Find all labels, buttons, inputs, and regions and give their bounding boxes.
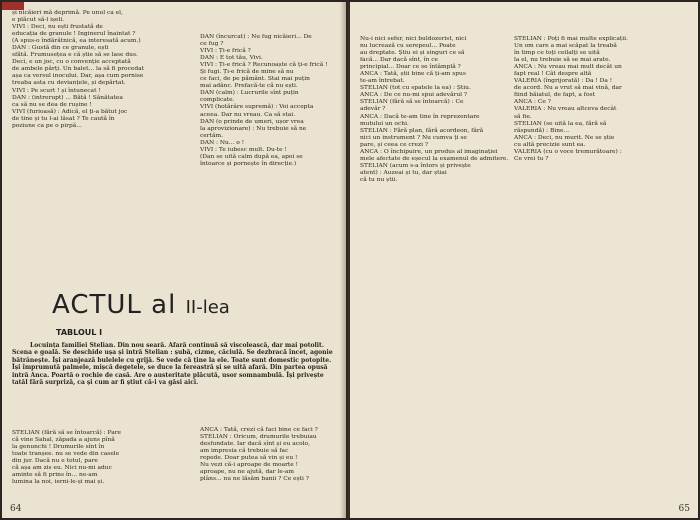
text-line: mutului un ochi. (360, 120, 409, 127)
text-line: în timp ce toți ceilalți se uită (514, 50, 600, 57)
text-line: sfătă. Frumusețea e că știe să se lase dus. (12, 52, 138, 59)
text-line: STELIAN : Fără plan, fără acordeon, fără (360, 127, 484, 134)
text-line: ANCA : Deci, nu murit. Ne se știe (514, 134, 615, 141)
act-heading (52, 290, 230, 320)
text-line: VALERIA : Nu vreau altceva decât (514, 106, 617, 113)
text-line: mai adânc. Prefacă-te că nu ești. (200, 83, 298, 90)
text-line: ca să nu se dea de rușine ! (12, 101, 92, 108)
text-line: nu lucrează cu serepeul... Poate (360, 43, 456, 50)
right-column-2 (514, 36, 692, 163)
right-column-1 (360, 36, 512, 184)
text-line: lumina la noi, ierni-le-și mai și. (12, 479, 105, 486)
text-line: au dreptate. Știu ei și singuri ce să (360, 50, 465, 57)
text-line: ANCA : Nu vreau mai mult decât un (514, 64, 622, 71)
text-line: la aprovizionare) : Nu trebuie să ne (200, 125, 307, 132)
text-line: DAN (calm) : Lucrurile sînt puțin (200, 90, 299, 97)
text-line: STELIAN (fără să se întoarcă) : Ce (360, 99, 464, 106)
text-line: VIVI (furioasă) : Adică, el ți-a bătut joc (12, 108, 128, 115)
text-line: adevăr ? (360, 106, 386, 113)
text-line: te-am întrebat. (360, 78, 405, 85)
text-line: toate tranșee. nu se vede din casele (12, 451, 120, 458)
text-line: VALERIA (îngrijorată) : Da ! Da ! (514, 78, 613, 85)
text-line: plâns... nu ne lăsăm banii ? Ce ești ? (200, 476, 309, 483)
text-line: răspundă) : Bine... (514, 127, 570, 134)
text-line: așa ca versul inocului. Dar, așa cum pornise (12, 73, 144, 80)
text-line: STELIAN : Oricum, drumurile trebuiau (200, 434, 317, 441)
text-line: nici un instrument ? Nu cumva ți se (360, 134, 467, 141)
text-line: ANCA : Ce ? (514, 99, 551, 106)
text-line: Nu vezi că-i aproape de moarte ! (200, 462, 299, 469)
text-line: certăm. (200, 132, 223, 139)
text-line: VIVI : Ți-e frică ? Recunoaște că ți-e frică ! (200, 62, 328, 69)
text-line: pare, și ceea ce crezi ? (360, 141, 429, 148)
text-line: mele afectate de eșecul la examenul de admitere. (360, 155, 509, 162)
left-page (2, 2, 346, 518)
right-page (350, 2, 698, 518)
text-line: ANCA : Tată, știi bine că ți-am spus (360, 71, 466, 78)
act-ordinal: II-lea (185, 297, 230, 318)
text-line: Și fugi. Ți-e frică de mine să nu (200, 69, 294, 76)
text-line: DAN : Nu... o ! (200, 139, 245, 146)
text-line: VIVI : Deci, nu ești frustată de (12, 24, 103, 31)
text-line: (A spus-o îndărătnică, ea interesată acum.) (12, 38, 141, 45)
text-line: DAN : Gustă din ce granule, ești (12, 45, 109, 52)
act-title: ACTUL al (52, 290, 177, 320)
text-line: din jur. Dacă nu e totul, pare (12, 458, 98, 465)
text-line: repede. Doar putea să vin și eu ! (200, 455, 298, 462)
text-line: STELIAN : Poți fi mai multe explicații. (514, 36, 628, 42)
text-line: VALERIA (cu o voce tremurătoare) : (514, 148, 622, 155)
text-line: DAN : (intrerupt) ... Bătă ! Sănătatea (12, 94, 123, 101)
text-line: desfundate. Iar dacă sînt și eu acolo, (200, 441, 310, 448)
left-column-2 (200, 34, 336, 168)
text-line: aminte să fi prins în... ne-am (12, 472, 98, 479)
text-line: aproape, nu ne ajută, dar le-am (200, 469, 294, 476)
text-line: la el, nu trebuie să se mai arate. (514, 57, 611, 64)
text-line: (Dan se uită calm după ea, apoi se (200, 153, 303, 160)
text-line: de ambele părți. Un balet... la să fi procedat (12, 66, 145, 73)
text-line: Deci, e un joc, cu o convenție acceptată (12, 59, 131, 66)
text-line: ANCA : Tată, crezi că faci bine ce faci ? (200, 427, 318, 433)
stage-direction: Locuința familiei Stelian. Din nou seară. Afară continuă să viscolească, dar mai potolit. Scena e goală. Se deschide ușa și intră Stelian : șubă, cizme, căciulă. Se dezbracă încet, agonie bătrânește. Își aranjează bulelele cu grijă. Se vede că ține la ele. Toate sunt domestic potopite. Își împrumută palmele, mișcă degetele, se duce la fereastră și se uită afară. Din partea opusă intră Anca. Poartă o rochie de casă. Are o austeritate plăcută, usor somnambulă. Își privește tatăl fără surpriză, ca și cum ar fi știut că-i va găsi aici. (12, 342, 333, 387)
text-line: VIVI : Ți-e frică ? (200, 48, 251, 55)
text-line: Un om care a mai scăpat la treabă (514, 43, 617, 50)
text-line: cu altă precizie sunt ea. (514, 141, 586, 148)
text-line: ce faci, de pe pământ. Stai mai puțin (200, 76, 310, 83)
text-line: treaba asta cu devianțele, și depărtat. (12, 80, 126, 87)
text-line: să fie. (514, 113, 532, 120)
text-line: ANCA : Dacă te-am tine în reprezentare (360, 113, 480, 120)
text-line: ANCA : De ce nu-mi spui adevărul ? (360, 92, 468, 99)
text-line: STELIAN (se uită la ea, fără să (514, 120, 607, 127)
text-line: că tu nu știi. (360, 176, 398, 183)
text-line: de acord. Nu a vrut să mai vină, dar (514, 85, 622, 92)
text-line: complicate. (200, 97, 235, 104)
text-line: la genunchi ! Drumurile sînt în (12, 444, 105, 451)
text-line: VIVI : Te iubesc mult. Du-te ! (200, 146, 287, 153)
text-line: atent) : Auzeai și tu, dar știai (360, 169, 447, 176)
text-line: educația de granule ! Inginerul înaintat ? (12, 31, 136, 38)
left-column-1 (12, 10, 190, 130)
text-line: DAN (o prinde de umeri, ușor vrea (200, 118, 304, 125)
text-line: de tine și tu l-ai lăsat ? Te caută în (12, 115, 115, 122)
text-line: poziune ca pe o pirpă... (12, 122, 82, 129)
text-line: fapt real ! Cât despre altă (514, 71, 592, 78)
bookmark-tab (2, 2, 24, 10)
text-line: VIVI (hotărâre supremă) : Voi accepta (200, 104, 314, 111)
text-line: e plăcut să-l ișeli. (12, 17, 65, 24)
text-line: am impresia că trebuie să fac (200, 448, 289, 455)
text-line: facă... Dar dacă sînt, în ce (360, 57, 439, 64)
text-line: ANCA : O închipuire, un produs al imaginației (360, 148, 498, 155)
text-line: ce fug ? (200, 41, 224, 48)
left-column-4 (200, 427, 336, 483)
text-line: principial... Doar ce se întâmplă ? (360, 64, 461, 71)
text-line: fiind băiatul, de fapt, a fost (514, 92, 595, 99)
text-line: aceea. Dar nu vreau. Ca să stai. (200, 111, 296, 118)
tablou-heading: TABLOUL I (56, 328, 103, 337)
text-line: Ce vrei tu ? (514, 155, 549, 162)
text-line: că vine Sahal, zăpada a ajuns pînă (12, 437, 115, 444)
text-line: STELIAN (acum s-a întors și privește (360, 162, 471, 169)
text-line: întoarce și pornește în direcție.) (200, 160, 297, 167)
text-line: STELIAN (fără să se întoarcă) : Pare (12, 430, 122, 436)
left-column-3 (12, 430, 190, 486)
page-number-left: 64 (10, 504, 22, 514)
text-line: că așa am zis eu. Nici nu-mi aduc (12, 465, 112, 472)
text-line: VIVI : Pe scurt ! și întunecat ! (12, 87, 101, 94)
book-spread (2, 2, 698, 518)
text-line: DAN (încurcat) : Nu fug nicăieri... De (200, 34, 312, 40)
page-number-right: 65 (678, 504, 690, 514)
text-line: Nu-i nici sefer, nici buldozerist, nici (360, 36, 467, 42)
text-line: și nicăieri mă deprimă. Pe unul ca el, (12, 10, 123, 16)
text-line: STELIAN (tot cu spatele la ea) : Știu. (360, 85, 471, 92)
text-line: DAN : E tot tău, Vivi. (200, 55, 263, 62)
